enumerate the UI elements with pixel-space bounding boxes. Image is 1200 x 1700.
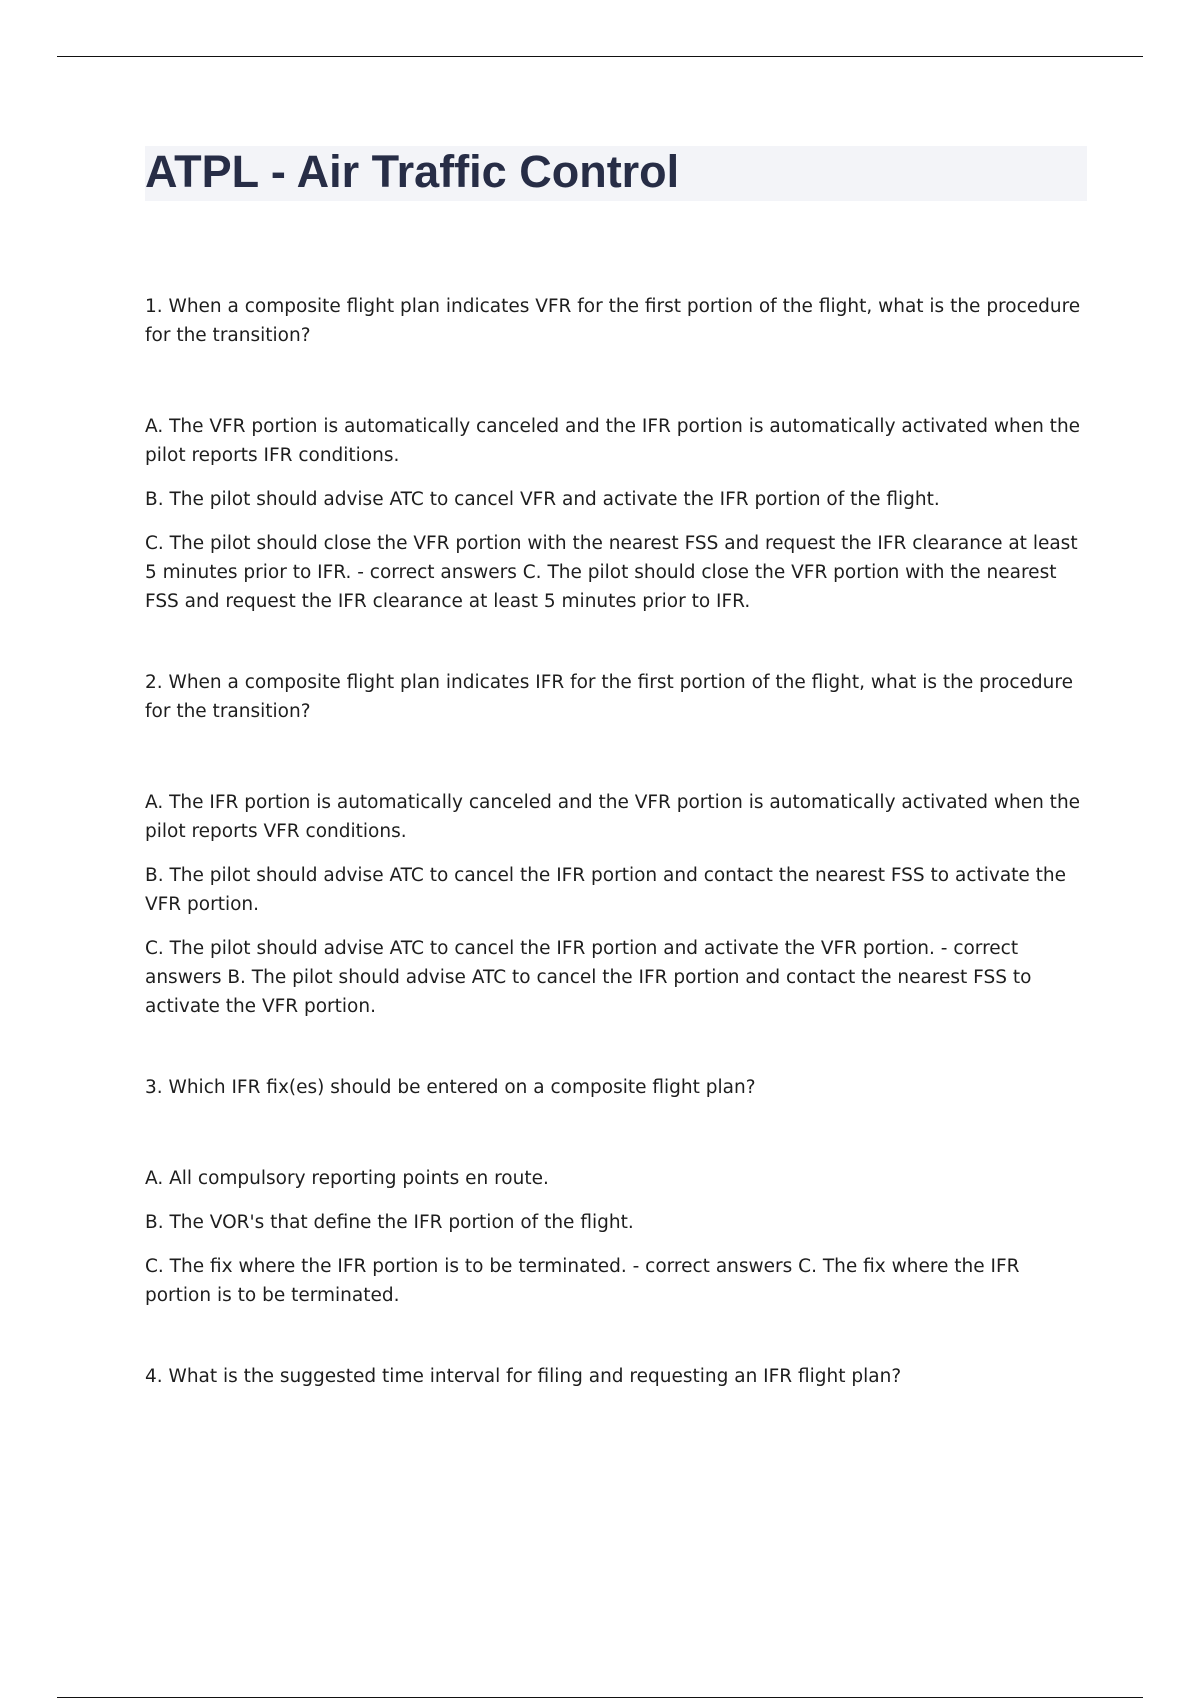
question-block-2 [145,668,1090,1021]
question-block-4 [145,1362,1090,1391]
question-list [145,292,1090,1443]
option-a: A. The VFR portion is automatically canceled and the IFR portion is automatically activated when the pilot reports IFR conditions. [145,416,1081,466]
option-b: B. The VOR's that define the IFR portion of the flight. [145,1212,634,1233]
option-c: C. The pilot should advise ATC to cancel the IFR portion and activate the VFR portion. - correct answers B. The pilot should advise ATC to cancel the IFR portion and contact the nearest FSS to activate the VFR portion. [145,938,1032,1017]
answer-options [145,1164,1090,1310]
question-text: 1. When a composite flight plan indicates VFR for the first portion of the flight, what is the procedure for the transition? [145,296,1081,346]
option-c: C. The fix where the IFR portion is to be terminated. - correct answers C. The fix where the IFR portion is to be terminated. [145,1256,1020,1306]
option-c: C. The pilot should close the VFR portion with the nearest FSS and request the IFR clearance at least 5 minutes prior to IFR. - correct answers C. The pilot should close the VFR portion with the nearest FSS and request the IFR clearance at least 5 minutes prior to IFR. [145,533,1078,612]
option-a: A. The IFR portion is automatically canceled and the VFR portion is automatically activated when the pilot reports VFR conditions. [145,792,1081,842]
answer-options [145,788,1090,1021]
question-text: 2. When a composite flight plan indicates IFR for the first portion of the flight, what is the procedure for the transition? [145,672,1073,722]
bottom-rule [57,1697,1143,1698]
option-b: B. The pilot should advise ATC to cancel the IFR portion and contact the nearest FSS to activate the VFR portion. [145,865,1067,915]
option-a: A. All compulsory reporting points en route. [145,1168,549,1189]
question-block-1 [145,292,1090,616]
question-text: 4. What is the suggested time interval for filing and requesting an IFR flight plan? [145,1366,902,1387]
document-title: ATPL - Air Traffic Control [145,146,680,197]
question-text: 3. Which IFR fix(es) should be entered on a composite flight plan? [145,1077,756,1098]
option-b: B. The pilot should advise ATC to cancel VFR and activate the IFR portion of the flight. [145,489,940,510]
top-rule [57,56,1143,57]
question-block-3 [145,1073,1090,1310]
answer-options [145,412,1090,616]
